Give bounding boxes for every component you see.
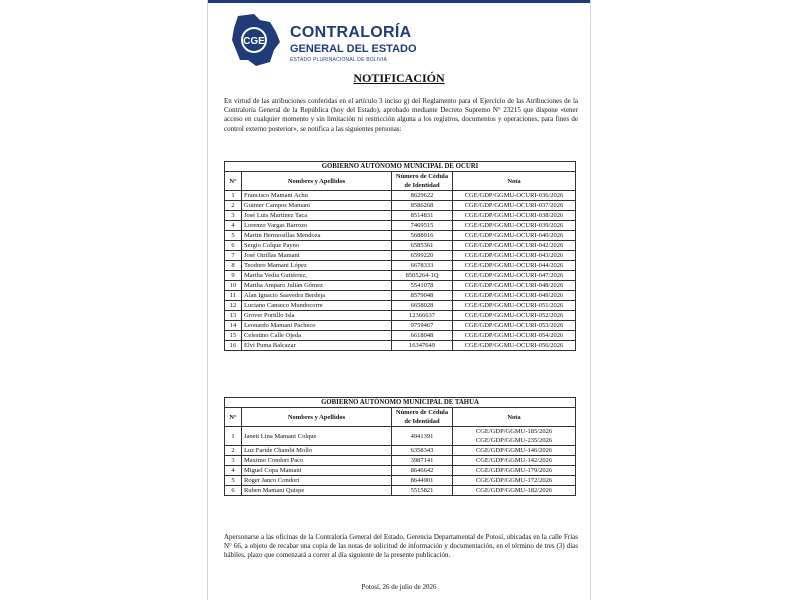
row-number: 1 bbox=[225, 191, 242, 201]
row-nota: CGE/GDP/GGMU-OCURI-043/2026 bbox=[453, 251, 576, 261]
row-number: 5 bbox=[225, 476, 242, 486]
row-name: Teodoro Mamani López bbox=[242, 261, 392, 271]
row-nota: CGE/GDP/GGMU-OCURI-037/2026 bbox=[453, 201, 576, 211]
table-ocuri-caption: GOBIERNO AUTÓNOMO MUNICIPAL DE OCURI bbox=[225, 162, 576, 172]
row-name: Guimer Campos Mamani bbox=[242, 201, 392, 211]
row-ci: 6658028 bbox=[392, 301, 453, 311]
table-row bbox=[225, 427, 576, 446]
row-number: 10 bbox=[225, 281, 242, 291]
row-nota: CGE/GDP/GGMU-OCURI-053/2026 bbox=[453, 321, 576, 331]
row-ci: 6358343 bbox=[392, 446, 453, 456]
row-number: 3 bbox=[225, 211, 242, 221]
table-ocuri bbox=[224, 161, 576, 351]
row-nota: CGE/GDP/GGMU-146/2026 bbox=[453, 446, 576, 456]
row-name: Miguel Copa Mamani bbox=[242, 466, 392, 476]
row-nota: CGE/GDP/GGMU-OCURI-047/2026 bbox=[453, 271, 576, 281]
table-row bbox=[225, 301, 576, 311]
org-name-line1: CONTRALORÍA bbox=[290, 24, 412, 41]
table-row bbox=[225, 456, 576, 466]
table-row bbox=[225, 331, 576, 341]
row-ci: 3987141 bbox=[392, 456, 453, 466]
row-number: 6 bbox=[225, 486, 242, 496]
row-nota: CGE/GDP/GGMU-OCURI-049/2026 bbox=[453, 291, 576, 301]
table-row bbox=[225, 281, 576, 291]
col-header-nota: Nota bbox=[453, 408, 576, 427]
row-nota: CGE/GDP/GGMU-OCURI-048/2026 bbox=[453, 281, 576, 291]
row-name: Alan Ignacio Saavedra Berdeja bbox=[242, 291, 392, 301]
row-name: Maximo Condori Paco bbox=[242, 456, 392, 466]
row-ci: 8629622 bbox=[392, 191, 453, 201]
table-row bbox=[225, 201, 576, 211]
bolivia-map-emblem-icon bbox=[226, 10, 286, 70]
row-nota: CGE/GDP/GGMU-OCURI-039/2026 bbox=[453, 221, 576, 231]
row-name: Ruben Mamani Quispe bbox=[242, 486, 392, 496]
row-nota: CGE/GDP/GGMU-OCURI-036/2026 bbox=[453, 191, 576, 201]
row-nota: CGE/GDP/GGMU-OCURI-042/2026 bbox=[453, 241, 576, 251]
table-row bbox=[225, 311, 576, 321]
row-ci: 12366637 bbox=[392, 311, 453, 321]
row-name: José Luis Martínez Taca bbox=[242, 211, 392, 221]
table-row bbox=[225, 271, 576, 281]
row-name: Janett Lina Mamani Colque bbox=[242, 427, 392, 446]
notice-page bbox=[207, 0, 591, 600]
table-row bbox=[225, 221, 576, 231]
row-ci: 16347649 bbox=[392, 341, 453, 351]
table-tahua bbox=[224, 397, 576, 496]
col-header-n: N° bbox=[225, 172, 242, 191]
row-name: Martin Hermosillas Mendoza bbox=[242, 231, 392, 241]
row-number: 11 bbox=[225, 291, 242, 301]
org-name-line3: ESTADO PLURINACIONAL DE BOLIVIA bbox=[290, 57, 388, 63]
table-row bbox=[225, 211, 576, 221]
row-ci: 8514831 bbox=[392, 211, 453, 221]
row-name: Luz Faride Chambi Mollo bbox=[242, 446, 392, 456]
table-row bbox=[225, 191, 576, 201]
row-ci: 8505264-1Q bbox=[392, 271, 453, 281]
row-number: 1 bbox=[225, 427, 242, 446]
notice-title: NOTIFICACIÓN bbox=[353, 71, 445, 85]
row-ci: 5515821 bbox=[392, 486, 453, 496]
table-row bbox=[225, 321, 576, 331]
row-ci: 5688916 bbox=[392, 231, 453, 241]
table-row bbox=[225, 466, 576, 476]
row-ci: 8646642 bbox=[392, 466, 453, 476]
col-header-ci: Número de Cédula de Identidad bbox=[392, 172, 453, 191]
row-number: 9 bbox=[225, 271, 242, 281]
table-row bbox=[225, 291, 576, 301]
org-name-line2: GENERAL DEL ESTADO bbox=[290, 43, 417, 55]
row-number: 14 bbox=[225, 321, 242, 331]
table-row bbox=[225, 486, 576, 496]
row-name: José Otrillas Mamani bbox=[242, 251, 392, 261]
row-ci: 8644901 bbox=[392, 476, 453, 486]
row-name: Elvi Puma Balcazar bbox=[242, 341, 392, 351]
intro-paragraph: En virtud de las atribuciones conferidas en el artículo 3 inciso g) del Reglamento para el Ejercicio de las Atribuciones de la Contraloría General de la República (hoy del Estado), aprobado mediante Decreto Supremo N° 23215 que dispone «tener acceso en cualquier momento y sin limitación ni restricción alguna a los registros, documentos y operaciones, para fines de control externo posterior», se notifica a las siguientes personas: bbox=[224, 97, 578, 133]
table-row bbox=[225, 251, 576, 261]
col-header-nota: Nota bbox=[453, 172, 576, 191]
row-ci: 6678333 bbox=[392, 261, 453, 271]
row-nota: CGE/GDP/GGMU-172/2026 bbox=[453, 476, 576, 486]
table-row bbox=[225, 446, 576, 456]
row-nota: CGE/GDP/GGMU-OCURI-052/2026 bbox=[453, 311, 576, 321]
row-nota: CGE/GDP/GGMU-OCURI-056/2026 bbox=[453, 341, 576, 351]
row-nota: CGE/GDP/GGMU-182/2026 bbox=[453, 486, 576, 496]
row-ci: 6618048 bbox=[392, 331, 453, 341]
row-number: 6 bbox=[225, 241, 242, 251]
row-ci: 7469515 bbox=[392, 221, 453, 231]
closing-paragraph: Apersonarse a las oficinas de la Contraloría General del Estado, Gerencia Departamental de Potosí, ubicadas en la calle Frías N° 66, a objeto de recabar una copia de las notas de solicitud de información y documentación, en el término de tres (3) días hábiles, plazo que comenzará a correr al día siguiente de la presente publicación. bbox=[224, 533, 578, 560]
row-name: Sergio Colque Payno bbox=[242, 241, 392, 251]
row-name: Luciano Canseco Mundocorre bbox=[242, 301, 392, 311]
row-number: 2 bbox=[225, 201, 242, 211]
logo-letters: CGE bbox=[243, 36, 265, 47]
row-name: Francisco Mamani Achu bbox=[242, 191, 392, 201]
row-ci: 6599220 bbox=[392, 251, 453, 261]
col-header-n: N° bbox=[225, 408, 242, 427]
row-number: 3 bbox=[225, 456, 242, 466]
table-row bbox=[225, 231, 576, 241]
table-row bbox=[225, 476, 576, 486]
row-name: Martha Amparo Julián Gómez bbox=[242, 281, 392, 291]
table-tahua-caption: GOBIERNO AUTÓNOMO MUNICIPAL DE TAHUA bbox=[225, 398, 576, 408]
row-number: 8 bbox=[225, 261, 242, 271]
col-header-name: Nombres y Apellidos bbox=[242, 172, 392, 191]
row-ci: 8586268 bbox=[392, 201, 453, 211]
row-name: Roger Janco Condori bbox=[242, 476, 392, 486]
row-nota: CGE/GDP/GGMU-OCURI-054/2026 bbox=[453, 331, 576, 341]
row-number: 13 bbox=[225, 311, 242, 321]
table-ocuri-body bbox=[225, 191, 576, 351]
cge-logo bbox=[226, 10, 556, 70]
row-nota: CGE/GDP/GGMU-142/2026 bbox=[453, 456, 576, 466]
row-nota: CGE/GDP/GGMU-OCURI-038/2026 bbox=[453, 211, 576, 221]
row-ci: 6585361 bbox=[392, 241, 453, 251]
row-number: 7 bbox=[225, 251, 242, 261]
row-ci: 5541078 bbox=[392, 281, 453, 291]
row-nota: CGE/GDP/GGMU-OCURI-044/2026 bbox=[453, 261, 576, 271]
row-ci: 8579048 bbox=[392, 291, 453, 301]
row-nota: CGE/GDP/GGMU-185/2026 CGE/GDP/GGMU-235/2026 bbox=[453, 427, 576, 446]
row-ci: 4941391 bbox=[392, 427, 453, 446]
table-row bbox=[225, 241, 576, 251]
place-date: Potosí, 26 de julio de 2026 bbox=[361, 583, 437, 591]
row-number: 2 bbox=[225, 446, 242, 456]
row-name: Grover Portillo Isla bbox=[242, 311, 392, 321]
row-nota: CGE/GDP/GGMU-OCURI-051/2026 bbox=[453, 301, 576, 311]
row-ci: 9759467 bbox=[392, 321, 453, 331]
row-name: Martha Vedia Gutiérrez, bbox=[242, 271, 392, 281]
row-number: 4 bbox=[225, 221, 242, 231]
row-number: 4 bbox=[225, 466, 242, 476]
row-number: 15 bbox=[225, 331, 242, 341]
table-row bbox=[225, 341, 576, 351]
row-name: Lorenzo Vargas Barrozo bbox=[242, 221, 392, 231]
row-nota: CGE/GDP/GGMU-179/2026 bbox=[453, 466, 576, 476]
table-tahua-body bbox=[225, 427, 576, 496]
top-border bbox=[208, 0, 590, 3]
row-name: Celestino Calle Ojeda bbox=[242, 331, 392, 341]
row-number: 5 bbox=[225, 231, 242, 241]
row-number: 16 bbox=[225, 341, 242, 351]
row-number: 12 bbox=[225, 301, 242, 311]
row-name: Leonardo Mamani Pacheco bbox=[242, 321, 392, 331]
col-header-ci: Número de Cédula de Identidad bbox=[392, 408, 453, 427]
table-row bbox=[225, 261, 576, 271]
row-nota: CGE/GDP/GGMU-OCURI-040/2026 bbox=[453, 231, 576, 241]
col-header-name: Nombres y Apellidos bbox=[242, 408, 392, 427]
